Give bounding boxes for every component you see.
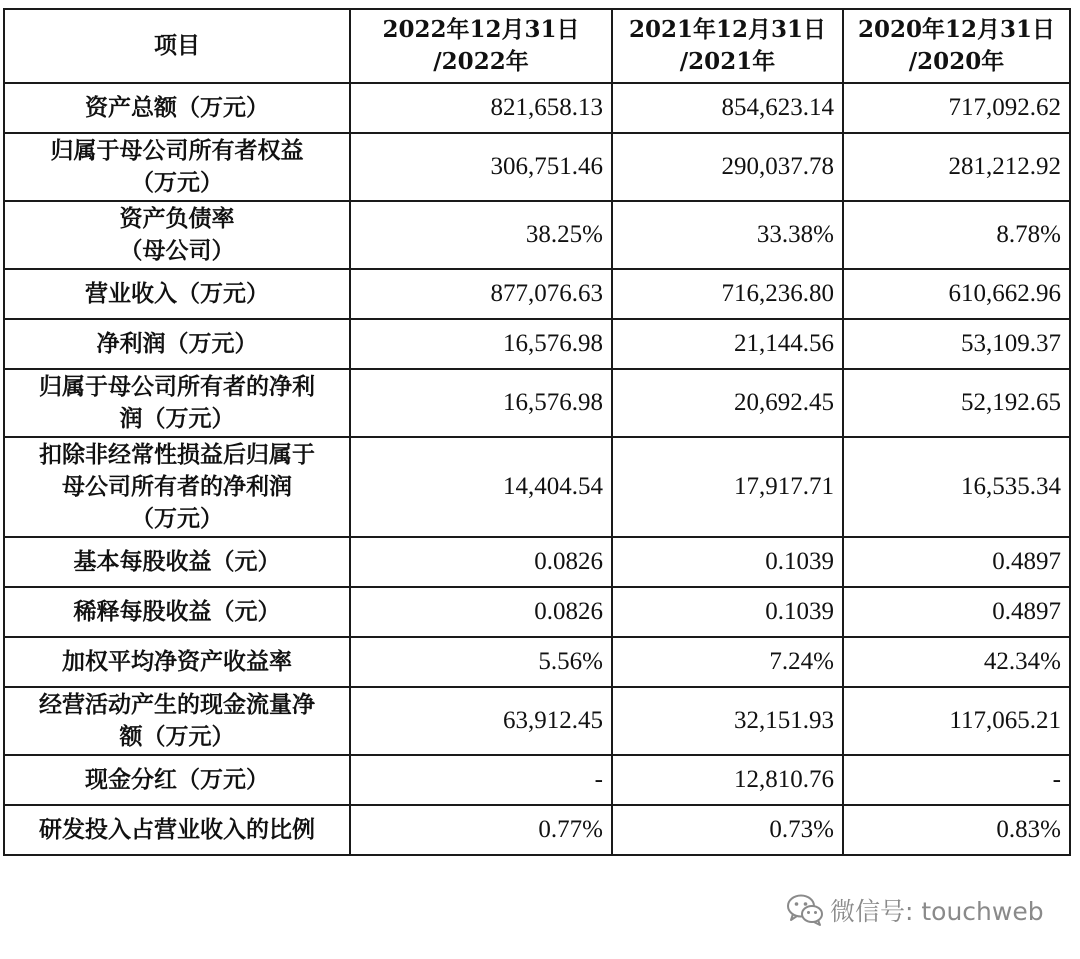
table-row — [4, 201, 1070, 269]
cell-2022: 877,076.63 — [350, 269, 612, 319]
cell-2022: 5.56% — [350, 637, 612, 687]
cell-2022: 16,576.98 — [350, 369, 612, 437]
cell-2021: 854,623.14 — [612, 83, 843, 133]
cell-2022: 0.0826 — [350, 537, 612, 587]
cell-2022: 0.0826 — [350, 587, 612, 637]
cell-2020: 53,109.37 — [843, 319, 1070, 369]
cell-2020: 117,065.21 — [843, 687, 1070, 755]
cell-2021: 20,692.45 — [612, 369, 843, 437]
cell-2020: 52,192.65 — [843, 369, 1070, 437]
wechat-watermark — [786, 892, 1044, 928]
wechat-icon — [786, 893, 824, 927]
row-label: 净利润（万元） — [4, 319, 350, 369]
cell-2021: 0.1039 — [612, 537, 843, 587]
cell-2021: 0.73% — [612, 805, 843, 855]
table-row — [4, 437, 1070, 537]
cell-2020: 0.83% — [843, 805, 1070, 855]
table-row — [4, 269, 1070, 319]
table-row — [4, 587, 1070, 637]
row-label: 扣除非经常性损益后归属于 母公司所有者的净利润 （万元） — [4, 437, 350, 537]
row-label: 资产负债率 （母公司） — [4, 201, 350, 269]
row-label: 现金分红（万元） — [4, 755, 350, 805]
row-label: 经营活动产生的现金流量净 额（万元） — [4, 687, 350, 755]
cell-2022: 38.25% — [350, 201, 612, 269]
cell-2020: 42.34% — [843, 637, 1070, 687]
cell-2022: - — [350, 755, 612, 805]
financial-table-container — [3, 8, 1069, 856]
cell-2021: 17,917.71 — [612, 437, 843, 537]
cell-2022: 14,404.54 — [350, 437, 612, 537]
table-row — [4, 133, 1070, 201]
cell-2021: 0.1039 — [612, 587, 843, 637]
table-row — [4, 687, 1070, 755]
table-row — [4, 369, 1070, 437]
cell-2020: 0.4897 — [843, 537, 1070, 587]
row-label: 归属于母公司所有者权益 （万元） — [4, 133, 350, 201]
table-row — [4, 83, 1070, 133]
cell-2021: 7.24% — [612, 637, 843, 687]
cell-2020: 281,212.92 — [843, 133, 1070, 201]
cell-2021: 33.38% — [612, 201, 843, 269]
cell-2021: 32,151.93 — [612, 687, 843, 755]
table-header-row — [4, 9, 1070, 83]
cell-2020: 8.78% — [843, 201, 1070, 269]
header-2021: 2021年12月31日 /2021年 — [612, 9, 843, 83]
watermark-text: 微信号: touchweb — [830, 897, 1044, 926]
cell-2022: 821,658.13 — [350, 83, 612, 133]
header-2020: 2020年12月31日 /2020年 — [843, 9, 1070, 83]
cell-2020: - — [843, 755, 1070, 805]
row-label: 研发投入占营业收入的比例 — [4, 805, 350, 855]
table-row — [4, 537, 1070, 587]
table-row — [4, 637, 1070, 687]
cell-2020: 717,092.62 — [843, 83, 1070, 133]
cell-2022: 306,751.46 — [350, 133, 612, 201]
row-label: 营业收入（万元） — [4, 269, 350, 319]
cell-2021: 290,037.78 — [612, 133, 843, 201]
cell-2022: 16,576.98 — [350, 319, 612, 369]
row-label: 归属于母公司所有者的净利 润（万元） — [4, 369, 350, 437]
financial-summary-table — [3, 8, 1071, 856]
row-label: 资产总额（万元） — [4, 83, 350, 133]
header-item: 项目 — [4, 9, 350, 83]
cell-2020: 0.4897 — [843, 587, 1070, 637]
header-2022: 2022年12月31日 /2022年 — [350, 9, 612, 83]
cell-2020: 610,662.96 — [843, 269, 1070, 319]
table-row — [4, 805, 1070, 855]
cell-2021: 21,144.56 — [612, 319, 843, 369]
cell-2020: 16,535.34 — [843, 437, 1070, 537]
table-row — [4, 755, 1070, 805]
table-row — [4, 319, 1070, 369]
cell-2021: 12,810.76 — [612, 755, 843, 805]
row-label: 稀释每股收益（元） — [4, 587, 350, 637]
cell-2022: 63,912.45 — [350, 687, 612, 755]
row-label: 加权平均净资产收益率 — [4, 637, 350, 687]
row-label: 基本每股收益（元） — [4, 537, 350, 587]
cell-2022: 0.77% — [350, 805, 612, 855]
cell-2021: 716,236.80 — [612, 269, 843, 319]
